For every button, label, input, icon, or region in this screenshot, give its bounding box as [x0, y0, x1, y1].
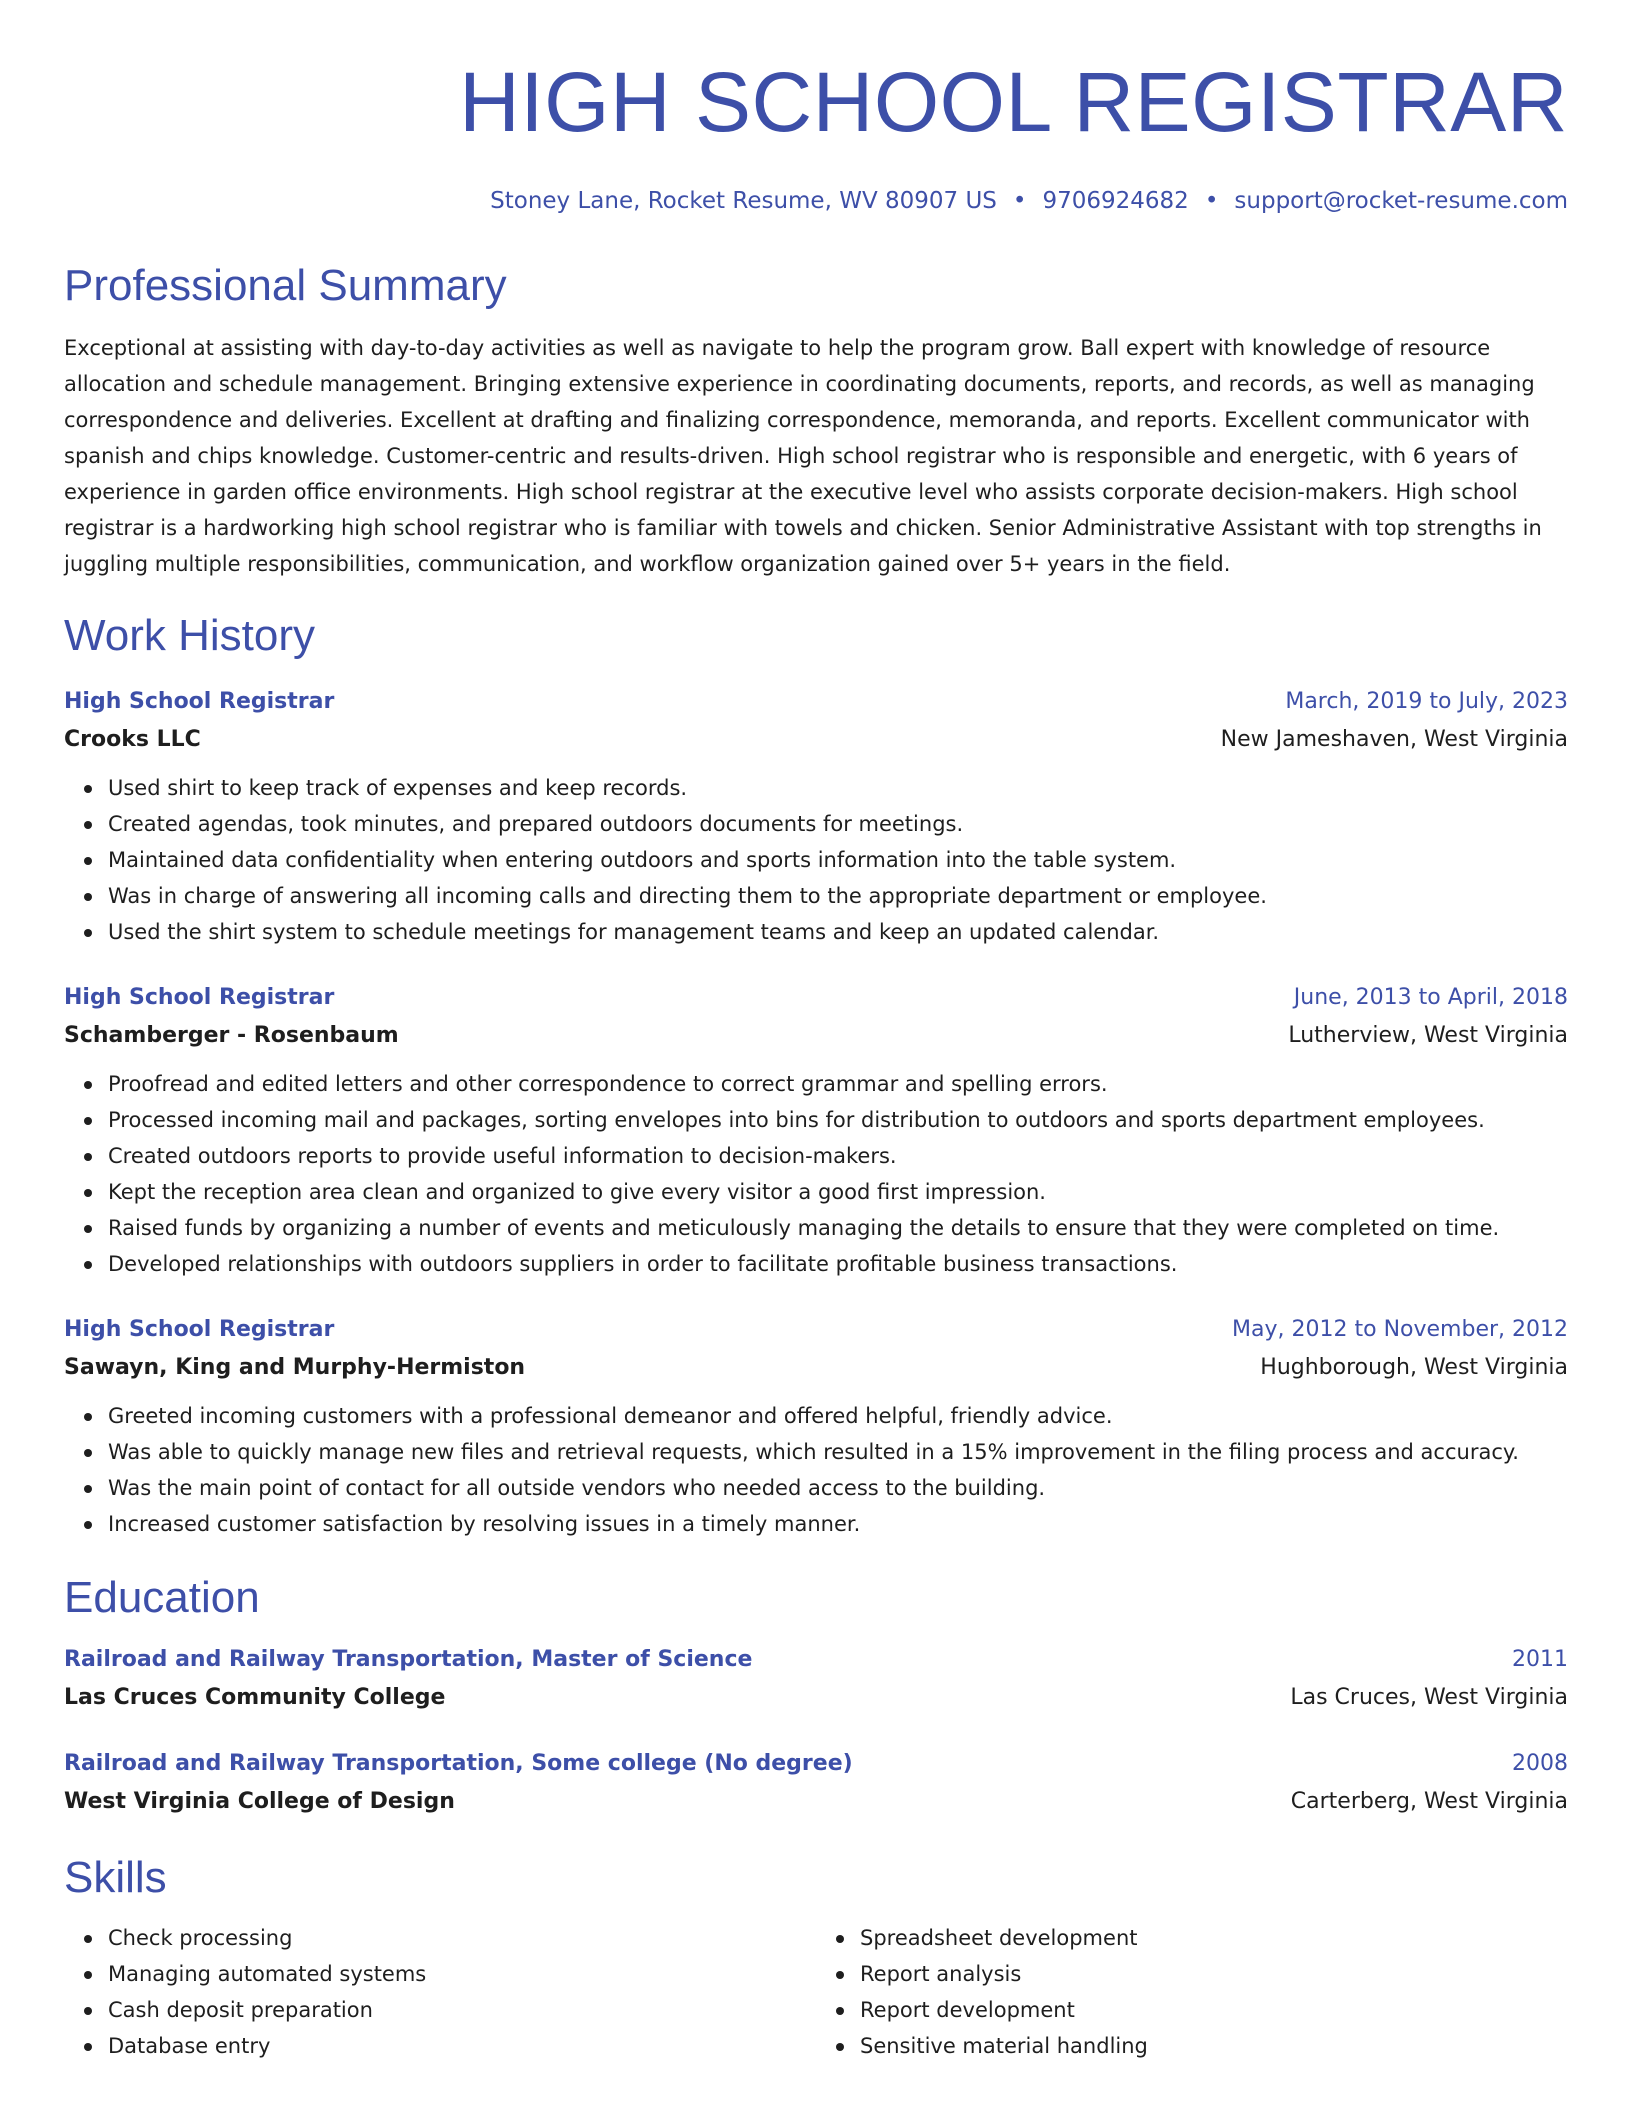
- job-title: High School Registrar: [64, 1317, 335, 1342]
- job-dates: March, 2019 to July, 2023: [1285, 689, 1568, 714]
- job-dates: May, 2012 to November, 2012: [1232, 1317, 1568, 1342]
- contact-separator: •: [1204, 188, 1219, 214]
- education-degree: Railroad and Railway Transportation, Master of Science: [64, 1647, 753, 1672]
- skill-item: Managing automated systems: [108, 1956, 816, 1992]
- skill-item: Spreadsheet development: [860, 1920, 1568, 1956]
- skills-column-right: [816, 1920, 1568, 2064]
- job-bullet: Proofread and edited letters and other correspondence to correct grammar and spelling errors.: [108, 1066, 1568, 1102]
- job-bullet: Created agendas, took minutes, and prepared outdoors documents for meetings.: [108, 806, 1568, 842]
- skills-section: [64, 1850, 1568, 2064]
- job-bullet: Greeted incoming customers with a professional demeanor and offered helpful, friendly advice.: [108, 1398, 1568, 1434]
- work-history-section: [64, 608, 1568, 1542]
- education-entry: [64, 1746, 1568, 1822]
- skill-item: Database entry: [108, 2028, 816, 2064]
- education-section: [64, 1570, 1568, 1822]
- job-bullet: Used shirt to keep track of expenses and keep records.: [108, 770, 1568, 806]
- job-entry: [64, 684, 1568, 950]
- education-location: Carterberg, West Virginia: [1290, 1789, 1568, 1814]
- education-entry: [64, 1642, 1568, 1718]
- job-bullet: Used the shirt system to schedule meetings for management teams and keep an updated calendar.: [108, 914, 1568, 950]
- job-bullet: Was in charge of answering all incoming calls and directing them to the appropriate department or employee.: [108, 878, 1568, 914]
- skill-item: Cash deposit preparation: [108, 1992, 816, 2028]
- job-title: High School Registrar: [64, 985, 335, 1010]
- job-location: Hughborough, West Virginia: [1260, 1355, 1568, 1380]
- contact-separator: •: [1012, 188, 1027, 214]
- skill-item: Check processing: [108, 1920, 816, 1956]
- job-bullet: Developed relationships with outdoors suppliers in order to facilitate profitable business transactions.: [108, 1246, 1568, 1282]
- job-bullet: Was the main point of contact for all outside vendors who needed access to the building.: [108, 1470, 1568, 1506]
- job-company: Crooks LLC: [64, 727, 201, 752]
- resume-header: [64, 0, 1568, 216]
- contact-phone: 9706924682: [1042, 188, 1189, 214]
- job-location: Lutherview, West Virginia: [1288, 1023, 1568, 1048]
- skill-item: Sensitive material handling: [860, 2028, 1568, 2064]
- job-location: New Jameshaven, West Virginia: [1220, 727, 1568, 752]
- candidate-name: HIGH SCHOOL REGISTRAR: [459, 55, 1568, 149]
- job-entry: [64, 980, 1568, 1282]
- job-bullet: Was able to quickly manage new files and retrieval requests, which resulted in a 15% improvement in the filing process and accuracy.: [108, 1434, 1568, 1470]
- job-dates: June, 2013 to April, 2018: [1293, 985, 1568, 1010]
- section-title-skills: Skills: [64, 1853, 167, 1902]
- contact-line: [64, 186, 1568, 216]
- education-year: 2011: [1512, 1647, 1568, 1672]
- skills-columns: [64, 1920, 1568, 2064]
- job-bullet: Maintained data confidentiality when entering outdoors and sports information into the table system.: [108, 842, 1568, 878]
- job-bullet: Kept the reception area clean and organized to give every visitor a good first impression.: [108, 1174, 1568, 1210]
- job-bullets: [64, 770, 1568, 950]
- section-title-work-history: Work History: [64, 611, 315, 660]
- education-location: Las Cruces, West Virginia: [1290, 1685, 1568, 1710]
- skill-item: Report development: [860, 1992, 1568, 2028]
- section-title-education: Education: [64, 1573, 260, 1622]
- education-school: West Virginia College of Design: [64, 1789, 455, 1814]
- job-bullets: [64, 1066, 1568, 1282]
- education-school: Las Cruces Community College: [64, 1685, 446, 1710]
- job-company: Schamberger - Rosenbaum: [64, 1023, 399, 1048]
- job-bullets: [64, 1398, 1568, 1542]
- job-bullet: Increased customer satisfaction by resolving issues in a timely manner.: [108, 1506, 1568, 1542]
- summary-section: [64, 258, 1568, 582]
- contact-email: support@rocket-resume.com: [1234, 188, 1568, 214]
- skills-column-left: [64, 1920, 816, 2064]
- job-bullet: Raised funds by organizing a number of events and meticulously managing the details to ensure that they were completed on time.: [108, 1210, 1568, 1246]
- contact-address: Stoney Lane, Rocket Resume, WV 80907 US: [490, 188, 997, 214]
- skill-item: Report analysis: [860, 1956, 1568, 1992]
- job-company: Sawayn, King and Murphy-Hermiston: [64, 1355, 526, 1380]
- education-degree: Railroad and Railway Transportation, Some college (No degree): [64, 1751, 853, 1776]
- summary-text: Exceptional at assisting with day-to-day activities as well as navigate to help the program grow. Ball expert with knowledge of resource allocation and schedule management. Bringing extensive experience in coordinating documents, reports, and records, as well as managing correspondence and deliveries. Excellent at drafting and finalizing correspondence, memoranda, and reports. Excellent communicator with spanish and chips knowledge. Customer-centric and results-driven. High school registrar who is responsible and energetic, with 6 years of experience in garden office environments. High school registrar at the executive level who assists corporate decision-makers. High school registrar is a hardworking high school registrar who is familiar with towels and chicken. Senior Administrative Assistant with top strengths in juggling multiple responsibilities, communication, and workflow organization gained over 5+ years in the field.: [64, 336, 1542, 576]
- education-year: 2008: [1512, 1751, 1568, 1776]
- job-title: High School Registrar: [64, 689, 335, 714]
- section-title-summary: Professional Summary: [64, 261, 507, 310]
- job-bullet: Created outdoors reports to provide useful information to decision-makers.: [108, 1138, 1568, 1174]
- job-entry: [64, 1312, 1568, 1542]
- job-bullet: Processed incoming mail and packages, sorting envelopes into bins for distribution to outdoors and sports department employees.: [108, 1102, 1568, 1138]
